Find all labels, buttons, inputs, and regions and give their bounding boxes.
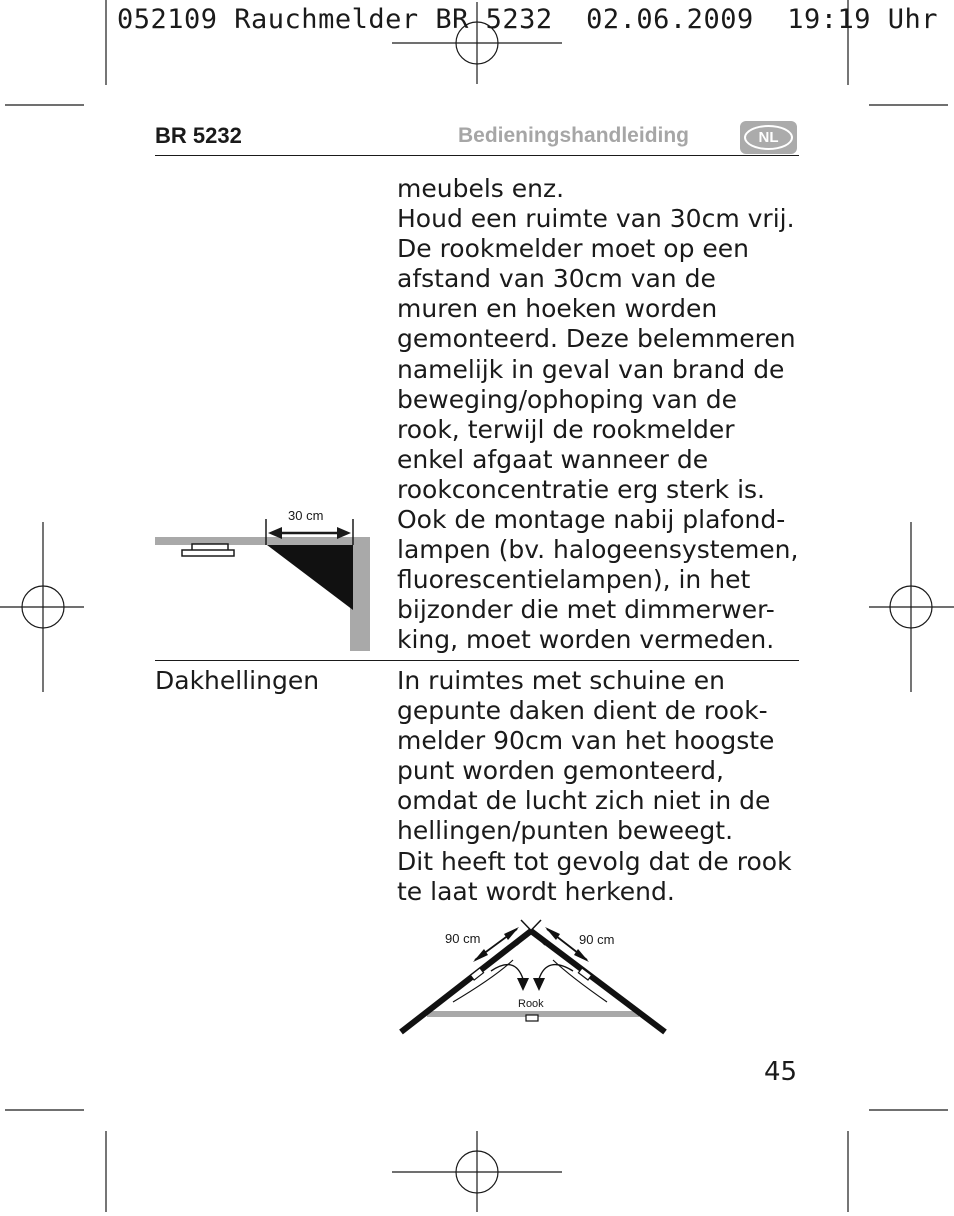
section-text-roof: In ruimtes met schuine en gepunte daken dient de rook- melder 90cm van het hoogste punt worden gemonteerd, omdat de lucht zich niet in de hellingen/punten beweegt. Dit heeft tot gevolg dat de rook te laat wordt herkend. (397, 666, 792, 906)
language-label: NL (744, 125, 793, 150)
page-number: 45 (764, 1057, 798, 1087)
corner-distance-diagram (150, 500, 380, 660)
detector-base-icon (182, 550, 234, 556)
smoke-detector-right-icon (578, 968, 591, 980)
smoke-detector-left-icon (470, 968, 483, 980)
dimension-label: 30 cm (288, 508, 324, 523)
section-label-roof: Dakhellingen (155, 666, 320, 695)
smoke-detector-ceiling-icon (526, 1015, 538, 1021)
section-rule (155, 660, 799, 661)
ceiling-bar (155, 537, 355, 545)
smoke-label: Rook (518, 998, 544, 1010)
print-slug: 052109 Rauchmelder BR 5232 02.06.2009 19:19 Uhr (117, 4, 939, 35)
roof-slope-diagram (395, 915, 675, 1040)
language-badge (740, 121, 797, 154)
right-distance-label: 90 cm (579, 932, 615, 947)
manual-title: Bedieningshandleiding (458, 124, 690, 147)
section-text-placement: meubels enz. Houd een ruimte van 30cm vrij. De rookmelder moet op een afstand van 30cm van de muren en hoeken worden gemonteerd. Deze belemmeren namelijk in geval van brand de beweging/ophoping van de rook, terwijl de rookmelder enkel afgaat wanneer de rookconcentratie erg sterk is. Ook de montage nabij plafond- lampen (bv. halogeensystemen, fluorescentielampen), in het bijzonder die met dimmerwer- king, moet worden vermeden. (397, 174, 799, 655)
dead-air-zone (267, 545, 353, 610)
left-distance-label: 90 cm (445, 931, 481, 946)
header-rule (155, 155, 799, 156)
model-name: BR 5232 (155, 123, 242, 148)
